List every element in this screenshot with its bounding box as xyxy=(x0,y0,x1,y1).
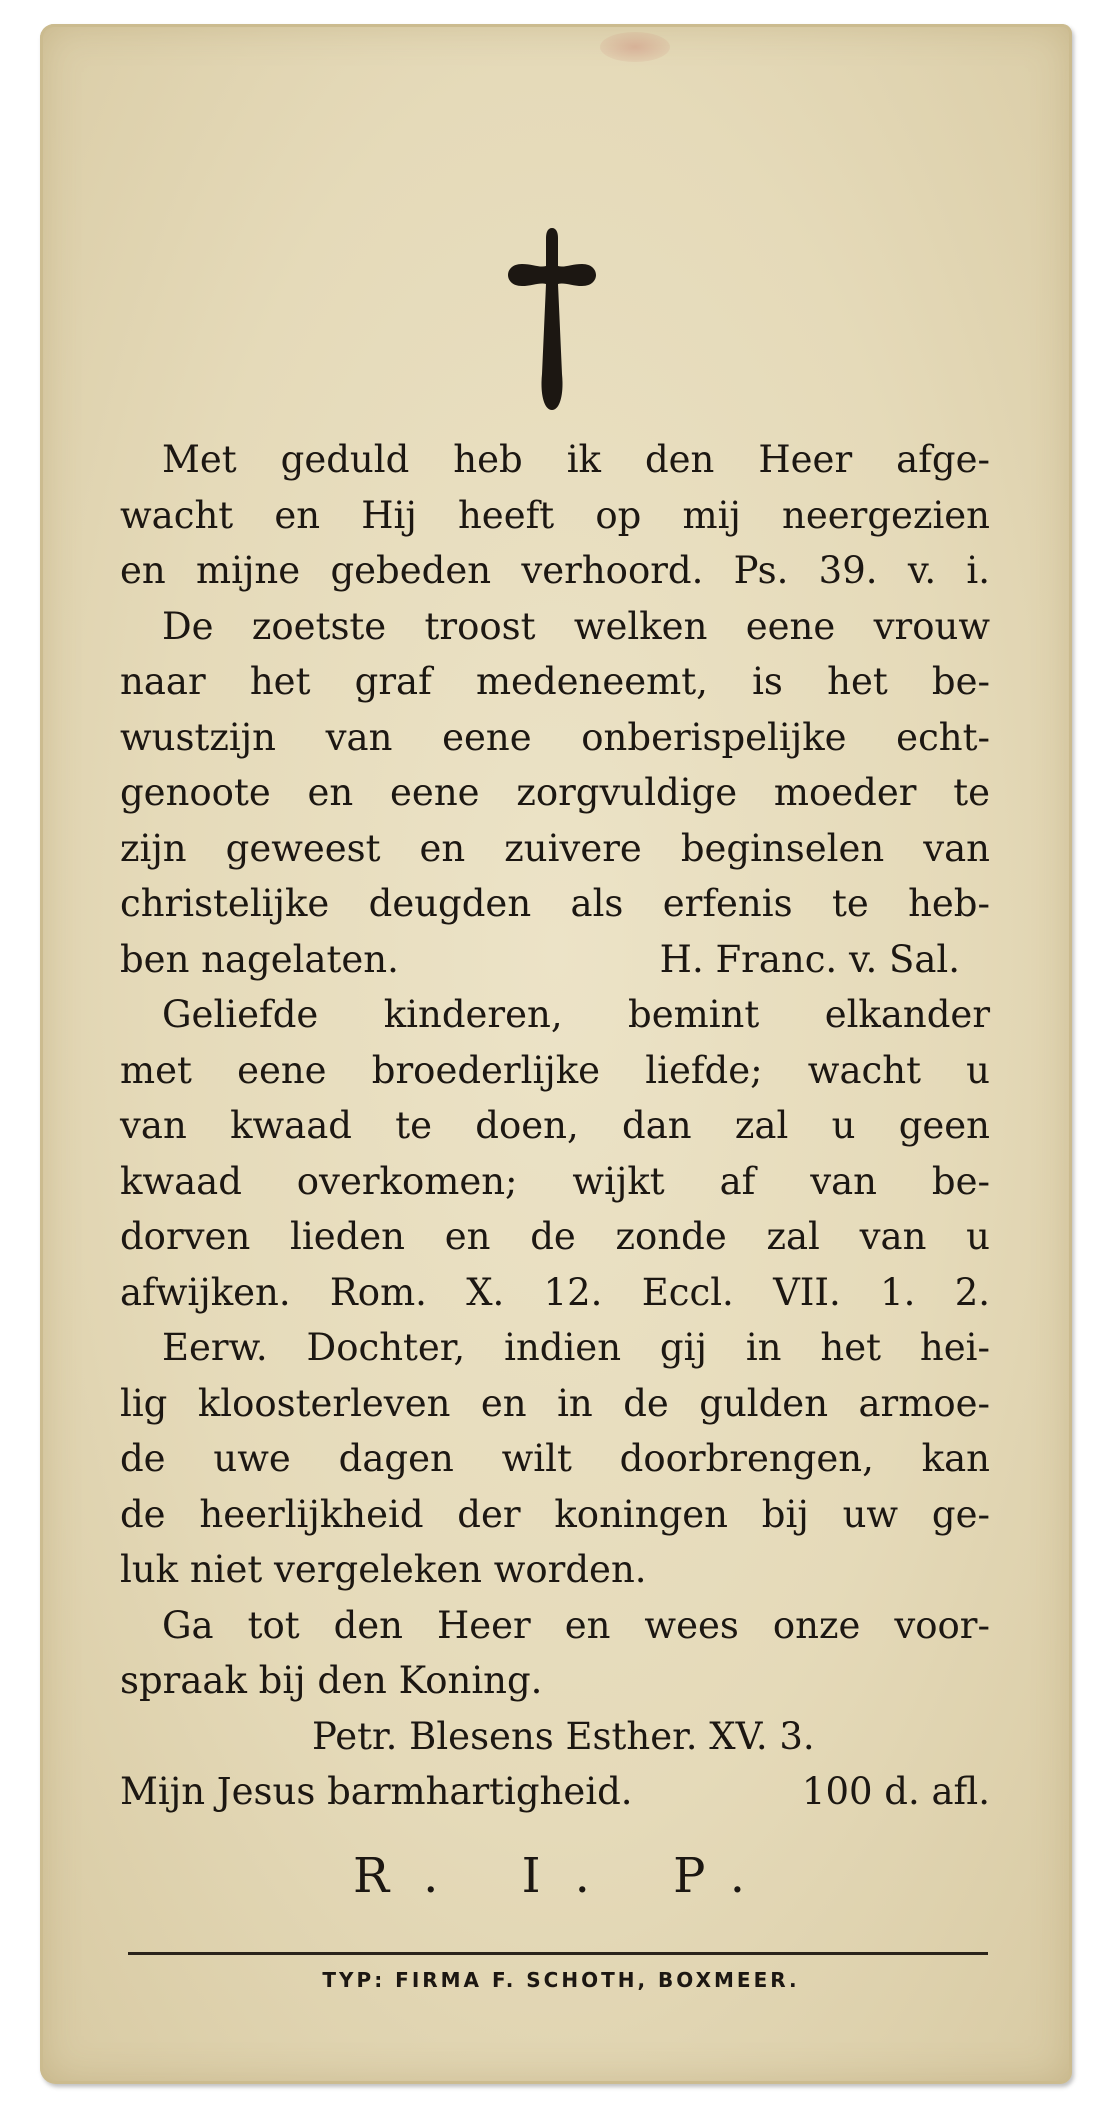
text-line: dorven lieden en de zonde zal van u xyxy=(120,1215,990,1258)
memorial-text xyxy=(120,432,990,1820)
text-line: Met geduld heb ik den Heer afge- xyxy=(162,438,990,481)
cross-icon xyxy=(502,224,602,414)
franc-citation: H. Franc. v. Sal. xyxy=(659,937,960,981)
text-line: en mijne gebeden verhoord. Ps. 39. v. i. xyxy=(120,549,990,592)
text-line: Eerw. Dochter, indien gij in het hei- xyxy=(162,1326,990,1369)
rip-text: R. I. P. xyxy=(353,1848,779,1904)
prayer-row xyxy=(120,1764,990,1820)
text-line: Ga tot den Heer en wees onze voor- xyxy=(162,1603,990,1647)
memorial-card xyxy=(40,24,1072,2084)
text-line: de uwe dagen wilt doorbrengen, kan xyxy=(120,1437,990,1480)
text-line: naar het graf medeneemt, is het be- xyxy=(120,660,990,703)
text-line: zijn geweest en zuivere beginselen van xyxy=(120,826,990,870)
text-line: wacht en Hij heeft op mij neergezien xyxy=(120,493,990,537)
text-line: De zoetste troost welken eene vrouw xyxy=(162,604,990,648)
text-line: spraak bij den Koning. xyxy=(120,1659,543,1702)
text-line: luk niet vergeleken worden. xyxy=(120,1548,647,1591)
text-line: lig kloosterleven en in de gulden armoe- xyxy=(120,1381,990,1425)
prayer-text: Mijn Jesus barmhartigheid. xyxy=(120,1770,633,1813)
text-line: afwijken. Rom. X. 12. Eccl. VII. 1. 2. xyxy=(120,1270,990,1314)
text-line: met eene broederlijke liefde; wacht u xyxy=(120,1048,990,1092)
text-line: genoote en eene zorgvuldige moeder te xyxy=(120,771,990,814)
indulgence-text: 100 d. afl. xyxy=(801,1770,990,1813)
paper-stain xyxy=(600,32,670,62)
divider-rule xyxy=(128,1952,988,1955)
printer-imprint: TYP: FIRMA F. SCHOTH, BOXMEER. xyxy=(322,1968,800,1992)
citation-row xyxy=(120,932,990,988)
text-line: ben nagelaten. xyxy=(120,937,399,981)
text-line: Geliefde kinderen, bemint elkander xyxy=(162,993,990,1036)
text-line: christelijke deugden als erfenis te heb- xyxy=(120,882,990,925)
esther-citation: Petr. Blesens Esther. XV. 3. xyxy=(312,1714,815,1758)
text-line: van kwaad te doen, dan zal u geen xyxy=(120,1104,990,1147)
text-line: de heerlijkheid der koningen bij uw ge- xyxy=(120,1492,990,1536)
text-line: kwaad overkomen; wijkt af van be- xyxy=(120,1159,990,1203)
text-line: wustzijn van eene onberispelijke echt- xyxy=(120,715,990,759)
